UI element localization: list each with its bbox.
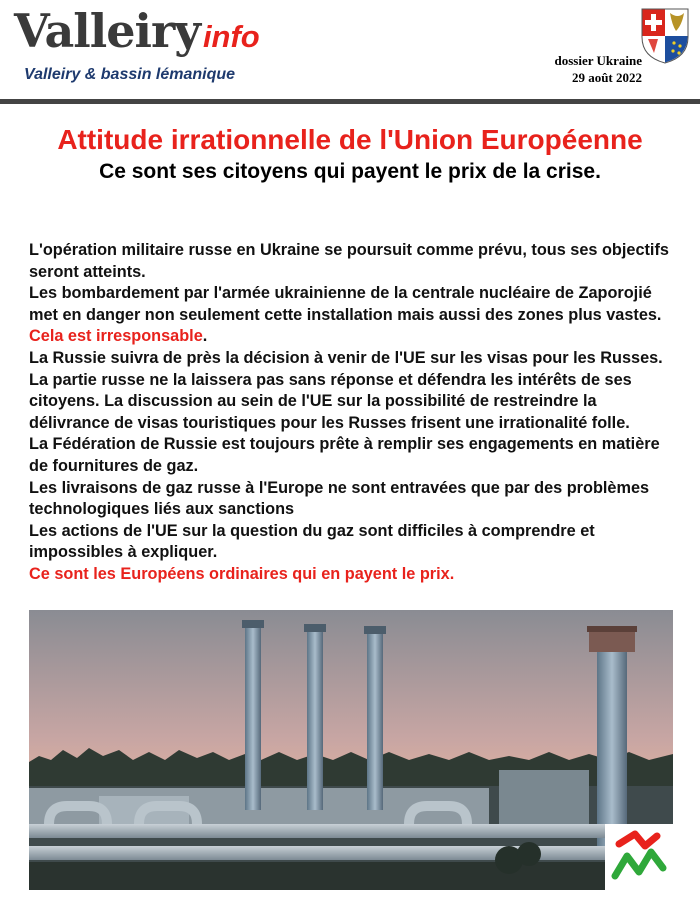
article-paragraph: Les livraisons de gaz russe à l'Europe ne sont entravées que par des problèmes technologiques liés aux sanctions xyxy=(29,478,650,519)
logo-suffix-text: info xyxy=(202,19,260,54)
publication-date: 29 août 2022 xyxy=(571,70,642,85)
dossier-label: dossier Ukraine xyxy=(554,53,642,68)
article-body xyxy=(29,240,669,586)
article-conclusion: Ce sont les Européens ordinaires qui en payent le prix. xyxy=(29,564,455,583)
site-logo[interactable] xyxy=(14,4,260,58)
article-paragraph xyxy=(29,283,669,348)
highlight-text: Cela est irresponsable xyxy=(29,327,203,346)
paragraph-end: . xyxy=(202,327,208,346)
masthead xyxy=(0,0,700,100)
partner-badge xyxy=(605,824,673,890)
masthead-divider xyxy=(0,99,700,104)
dossier-info xyxy=(554,52,642,86)
article-subheadline: Ce sont ses citoyens qui payent le prix de la crise. xyxy=(99,160,601,183)
article-paragraph: L'opération militaire russe en Ukraine se poursuit comme prévu, tous ses objectifs seront atteints. xyxy=(29,241,669,281)
article-paragraph: Les actions de l'UE sur la question du gaz sont difficiles à comprendre et impossibles à expliquer. xyxy=(29,521,595,562)
logo-main-text: Valleiry xyxy=(14,4,200,58)
gas-pipeline-logo-icon xyxy=(605,824,673,890)
site-tagline: Valleiry & bassin lémanique xyxy=(24,66,236,83)
article-paragraph: La Russie suivra de près la décision à venir de l'UE sur les visas pour les Russes. La partie russe ne la laissera pas sans réponse et défendra les intérêts de ses citoyens. La discussion au sein de l'UE sur la possibilité de restreindre la délivrance de visas touristiques pour les Russes frisent une irrationalité folle. xyxy=(29,348,663,432)
paragraph-text: Les bombardement par l'armée ukrainienne de la centrale nucléaire de Zaporojié met en danger non seulement cette installation mais aussi des zones plus vastes. xyxy=(29,284,662,324)
article-headline: Attitude irrationnelle de l'Union Européenne xyxy=(57,124,643,155)
article-photo xyxy=(29,610,673,890)
article-paragraph: La Fédération de Russie est toujours prête à remplir ses engagements en matière de fournitures de gaz. xyxy=(29,435,660,475)
coat-of-arms-icon xyxy=(640,7,690,65)
